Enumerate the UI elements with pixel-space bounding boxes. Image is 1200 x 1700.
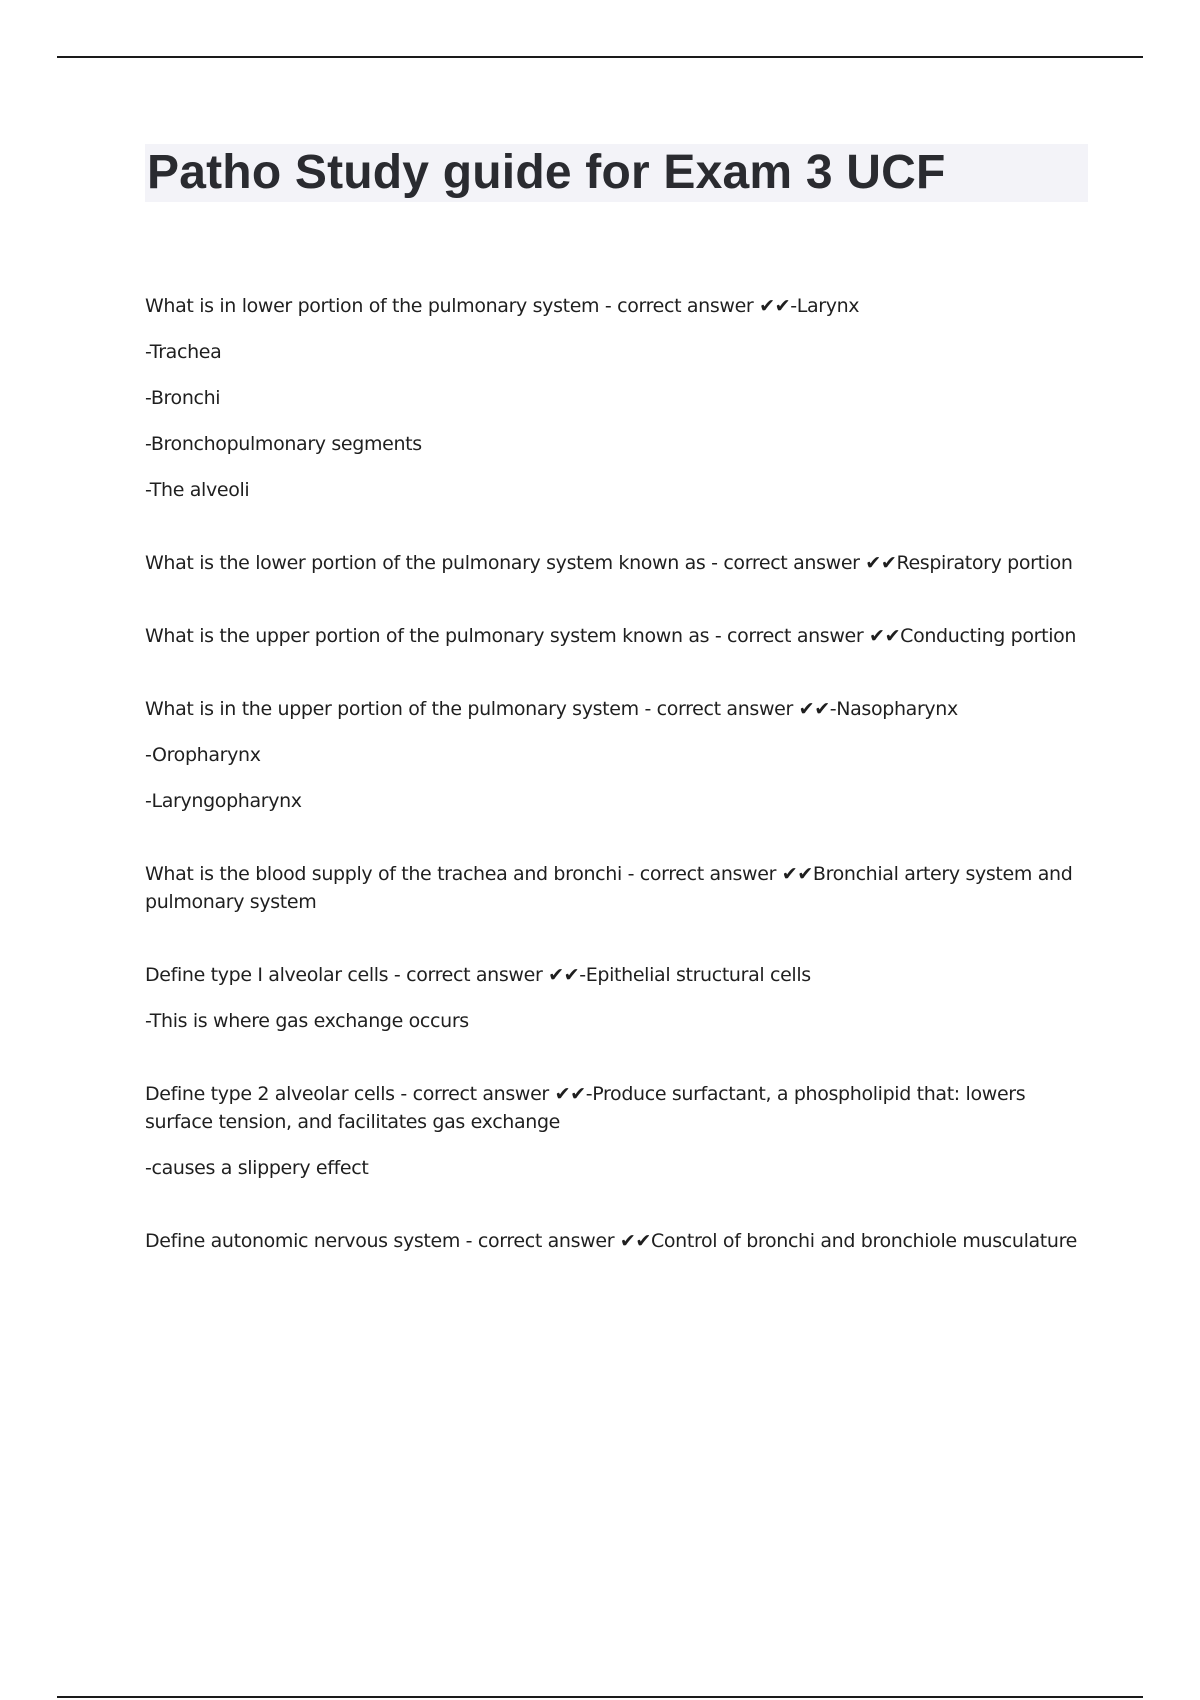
- qa-item: [145, 1227, 1090, 1255]
- qa-line: What is in lower portion of the pulmonary system - correct answer ✔✔-Larynx: [145, 295, 860, 317]
- qa-line: What is the upper portion of the pulmonary system known as - correct answer ✔✔Conducting portion: [145, 625, 1077, 647]
- qa-line: -Trachea: [145, 341, 222, 363]
- qa-item: [145, 860, 1090, 916]
- qa-line: What is the lower portion of the pulmonary system known as - correct answer ✔✔Respiratory portion: [145, 552, 1073, 574]
- qa-line: -Bronchi: [145, 387, 221, 409]
- qa-line: -causes a slippery effect: [145, 1157, 369, 1179]
- qa-line: -Bronchopulmonary segments: [145, 433, 422, 455]
- qa-line: -Oropharynx: [145, 744, 261, 766]
- qa-line: What is in the upper portion of the pulmonary system - correct answer ✔✔-Nasopharynx: [145, 698, 958, 720]
- qa-item: [145, 1080, 1090, 1182]
- qa-line: Define autonomic nervous system - correct answer ✔✔Control of bronchi and bronchiole musculature: [145, 1230, 1077, 1252]
- qa-line: -Laryngopharynx: [145, 790, 302, 812]
- qa-list: [145, 292, 1090, 1300]
- qa-line: What is the blood supply of the trachea and bronchi - correct answer ✔✔Bronchial artery system and pulmonary system: [145, 863, 1073, 913]
- footer-rule: [57, 1696, 1143, 1698]
- qa-item: [145, 622, 1090, 650]
- qa-line: -The alveoli: [145, 479, 250, 501]
- qa-item: [145, 292, 1090, 504]
- document-title: Patho Study guide for Exam 3 UCF: [147, 146, 946, 199]
- qa-line: -This is where gas exchange occurs: [145, 1010, 469, 1032]
- qa-item: [145, 549, 1090, 577]
- qa-line: Define type 2 alveolar cells - correct answer ✔✔-Produce surfactant, a phospholipid that: lowers surface tension, and facilitates gas exchange: [145, 1083, 1026, 1133]
- header-rule: [57, 56, 1143, 58]
- qa-item: [145, 961, 1090, 1035]
- qa-item: [145, 695, 1090, 815]
- qa-line: Define type I alveolar cells - correct answer ✔✔-Epithelial structural cells: [145, 964, 811, 986]
